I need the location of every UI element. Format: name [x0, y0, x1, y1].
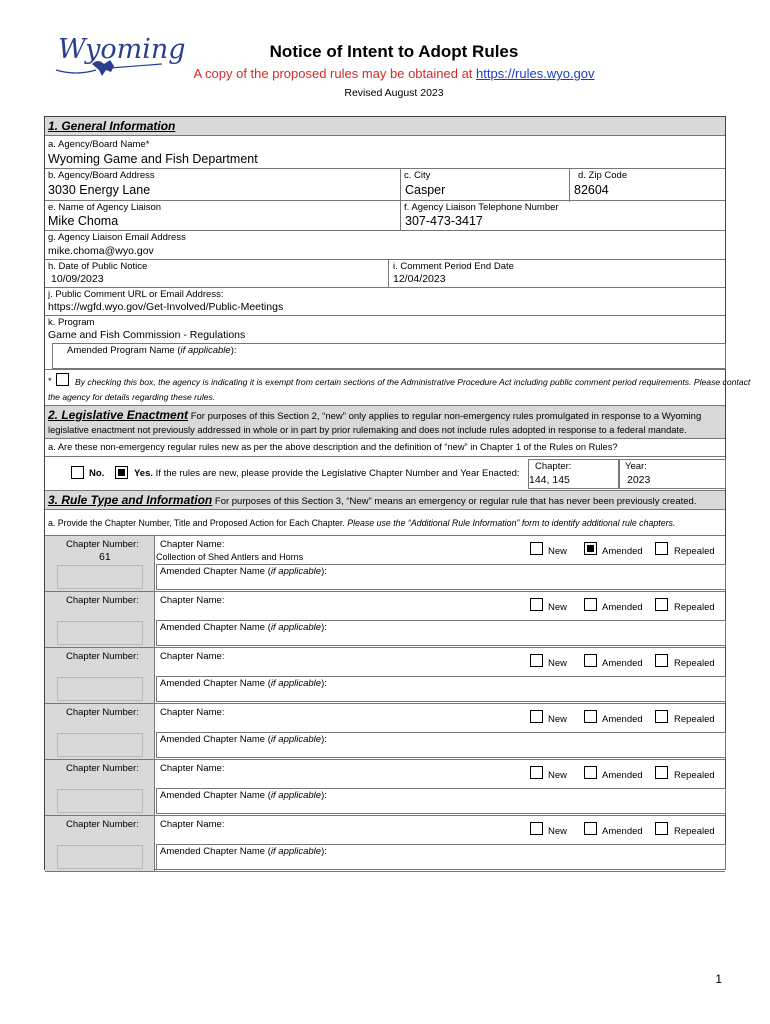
chapter-number-field[interactable] [57, 565, 143, 589]
chapter-number-field[interactable] [57, 677, 143, 701]
amended-chapter-name-label: Amended Chapter Name (if applicable): [160, 566, 327, 577]
repealed-checkbox[interactable] [655, 654, 668, 667]
amended-label: Amended [602, 714, 643, 725]
comment-url-field[interactable]: https://wgfd.wyo.gov/Get-Involved/Public-Meetings [48, 301, 284, 313]
program-label: k. Program [48, 317, 95, 328]
liaison-phone-label: f. Agency Liaison Telephone Number [404, 202, 559, 213]
new-label: New [548, 714, 568, 725]
chapter-instruction: a. Provide the Chapter Number, Title and Proposed Action for Each Chapter. Please use the “Additional Rule Information” form to identify additional rule chapters. [48, 518, 676, 528]
new-checkbox[interactable] [530, 766, 543, 779]
agency-name-label: a. Agency/Board Name* [48, 139, 150, 150]
notice-date-label: h. Date of Public Notice [48, 261, 148, 272]
liaison-email-field[interactable]: mike.choma@wyo.gov [48, 245, 154, 257]
amended-program-label: Amended Program Name (if applicable): [67, 345, 237, 356]
section-1-heading: 1. General Information [48, 119, 176, 133]
repealed-checkbox[interactable] [655, 710, 668, 723]
repealed-checkbox[interactable] [655, 598, 668, 611]
repealed-label: Repealed [674, 714, 715, 725]
new-label: New [548, 826, 568, 837]
agency-address-field[interactable]: 3030 Energy Lane [48, 183, 151, 197]
notice-form: 1. General Information a. Agency/Board Name* Wyoming Game and Fish Department b. Agency/Board Address 3030 Energy Lane c. City Casper d. Zip Code 82604 e. Name of Agency Liaison Mike Choma f. Agency Liaison Telephone Number 307-473-3417 g. Agency Liaison Email Address mike.choma@wyo.gov h. Date of Public Notice 10/09/2023 i. Comment Period End Date 12/04/2023 j. Public Comment URL or Email Address: https://wgfd.wyo.gov/Get-Involved/Public-Meetings k. Program Game and Fish Commission - Regulations Amended Program Name (if applicable): * By checking this box, the agency is indicating it is exempt from certain sections of the Administrative Procedure Act including public comment period requirements. Please contact the agency for details regarding these rules. 2. Legislative Enactment For purposes of this Section 2, “new” only applies to regular non-emergency rules promulgated in response to a Wyoming legislative enactment not previously addressed in whole or in part by prior rulemaking and does not include rules adopted in response to a federal mandate. a. Are these non-emergency regular rules new as per the above description and the definition of “new” in Chapter 1 of the Rules on Rules? No. Yes. If the rules are new, please provide the Legislative Chapter Number and Year Enacted: Chapter: 144, 145 Year: 2023 3. Rule Type and Information For purposes of this Section 3, “New” means an emergency or regular rule that has never been previously created. a. Provide the Chapter Number, Title and Proposed Action for Each Chapter. Please use the “Additional Rule Information” form to identify additional rule chapters. Chapter Number: 61 Chapter Name: Collection of Shed Antlers and Horns New Amended Repealed Amended Chapter Name (if applicable): Chapter Number: Chapter Name: New Amended Repealed Amended Chapter Name (if applicable): Chapter Number: Chapter Name: New Amended Repealed Amended Chapter Name (if applicable): Chapter Number: Chapter Name: New Amended Repealed Amended Chapter Name (if applicable): Chapter Number: Chapter Name: New Amended Repealed Amended Chapter Name (if applicable): Chapter Number: Chapter Name: New Amended Repealed Amended Chapter Name (if applicable): [44, 116, 726, 870]
chapter-number-value: 61 [99, 551, 111, 563]
amended-checkbox[interactable] [584, 598, 597, 611]
comment-end-field[interactable]: 12/04/2023 [393, 273, 446, 285]
page-number: 1 [715, 972, 722, 986]
section-3-heading: 3. Rule Type and Information [48, 493, 213, 507]
notice-date-field[interactable]: 10/09/2023 [51, 273, 104, 285]
chapter-number-label: Chapter Number: [66, 819, 139, 830]
liaison-email-label: g. Agency Liaison Email Address [48, 232, 186, 243]
new-checkbox[interactable] [530, 542, 543, 555]
chapter-name-label: Chapter Name: [160, 763, 225, 774]
page-title: Notice of Intent to Adopt Rules [269, 42, 519, 61]
amended-label: Amended [602, 546, 643, 557]
amended-label: Amended [602, 602, 643, 613]
new-checkbox[interactable] [530, 822, 543, 835]
liaison-phone-field[interactable]: 307-473-3417 [405, 214, 483, 228]
chapter-name-value: Collection of Shed Antlers and Horns [156, 552, 304, 562]
amended-chapter-name-label: Amended Chapter Name (if applicable): [160, 622, 327, 633]
repealed-label: Repealed [674, 826, 715, 837]
amended-chapter-name-label: Amended Chapter Name (if applicable): [160, 678, 327, 689]
revised-date: Revised August 2023 [344, 87, 444, 99]
agency-address-label: b. Agency/Board Address [48, 170, 155, 181]
repealed-checkbox[interactable] [655, 542, 668, 555]
chapter-number-label: Chapter Number: [66, 763, 139, 774]
exempt-note-continued: the agency for details regarding these rules. [48, 392, 216, 402]
amended-checkbox[interactable] [584, 710, 597, 723]
new-rules-question: a. Are these non-emergency regular rules new as per the above description and the definition of “new” in Chapter 1 of the Rules on Rules? [48, 442, 618, 452]
chapter-number-field[interactable] [57, 621, 143, 645]
chapter-number-field[interactable] [57, 733, 143, 757]
new-checkbox[interactable] [530, 654, 543, 667]
liaison-name-label: e. Name of Agency Liaison [48, 202, 162, 213]
yes-description: Yes. If the rules are new, please provide the Legislative Chapter Number and Year Enacted: [134, 468, 520, 479]
chapter-name-label: Chapter Name: [160, 595, 225, 606]
chapter-number-label: Chapter Number: [66, 595, 139, 606]
city-label: c. City [404, 170, 431, 181]
chapter-number-field[interactable] [57, 789, 143, 813]
chapter-number-label: Chapter Number: [66, 651, 139, 662]
amended-checkbox[interactable] [584, 542, 597, 555]
repealed-label: Repealed [674, 602, 715, 613]
comment-url-label: j. Public Comment URL or Email Address: [48, 289, 224, 300]
page-subtitle: A copy of the proposed rules may be obtained at https://rules.wyo.gov [193, 66, 595, 81]
chapter-number-label: Chapter Number: [66, 707, 139, 718]
amended-label: Amended [602, 658, 643, 669]
rules-link[interactable]: https://rules.wyo.gov [476, 66, 595, 81]
yes-checkbox[interactable] [115, 466, 128, 479]
section-3-description: For purposes of this Section 3, “New” means an emergency or regular rule that has never been previously created. [212, 496, 697, 507]
agency-name-field[interactable]: Wyoming Game and Fish Department [48, 152, 258, 166]
repealed-checkbox[interactable] [655, 766, 668, 779]
exempt-note: By checking this box, the agency is indicating it is exempt from certain sections of the Administrative Procedure Act including public comment period requirements. Please contact [75, 377, 751, 387]
section-2-heading: 2. Legislative Enactment [48, 408, 189, 422]
chapter-name-label: Chapter Name: [160, 651, 225, 662]
repealed-label: Repealed [674, 546, 715, 557]
amended-chapter-name-label: Amended Chapter Name (if applicable): [160, 790, 327, 801]
new-checkbox[interactable] [530, 598, 543, 611]
comment-end-label: i. Comment Period End Date [393, 261, 514, 272]
amended-checkbox[interactable] [584, 654, 597, 667]
section-2-description-continued: legislative enactment not previously addressed in whole or in part by prior rulemaking and does not include rules adopted in response to a federal mandate. [48, 425, 687, 435]
amended-checkbox[interactable] [584, 822, 597, 835]
exempt-checkbox[interactable] [56, 373, 69, 386]
new-checkbox[interactable] [530, 710, 543, 723]
new-label: New [548, 770, 568, 781]
liaison-name-field[interactable]: Mike Choma [48, 214, 119, 228]
amended-checkbox[interactable] [584, 766, 597, 779]
no-label: No. [89, 468, 105, 479]
chapter-name-label: Chapter Name: [160, 819, 225, 830]
new-label: New [548, 546, 568, 557]
chapter-name-label: Chapter Name: [160, 707, 225, 718]
amended-chapter-name-label: Amended Chapter Name (if applicable): [160, 846, 327, 857]
amended-chapter-name-label: Amended Chapter Name (if applicable): [160, 734, 327, 745]
section-2-description: For purposes of this Section 2, “new” only applies to regular non-emergency rules promulgated in response to a Wyoming [188, 411, 702, 422]
zip-field[interactable]: 82604 [574, 183, 609, 197]
new-label: New [548, 658, 568, 669]
chapter-number-label: Chapter Number: [66, 539, 139, 550]
repealed-label: Repealed [674, 658, 715, 669]
repealed-checkbox[interactable] [655, 822, 668, 835]
no-checkbox[interactable] [71, 466, 84, 479]
zip-label: d. Zip Code [578, 170, 628, 181]
chapter-number-field[interactable] [57, 845, 143, 869]
program-field[interactable]: Game and Fish Commission - Regulations [48, 329, 246, 341]
logo-text: Wyoming [58, 34, 186, 65]
chapter-name-label: Chapter Name: [160, 539, 225, 550]
new-label: New [548, 602, 568, 613]
city-field[interactable]: Casper [405, 183, 446, 197]
amended-label: Amended [602, 770, 643, 781]
repealed-label: Repealed [674, 770, 715, 781]
amended-label: Amended [602, 826, 643, 837]
